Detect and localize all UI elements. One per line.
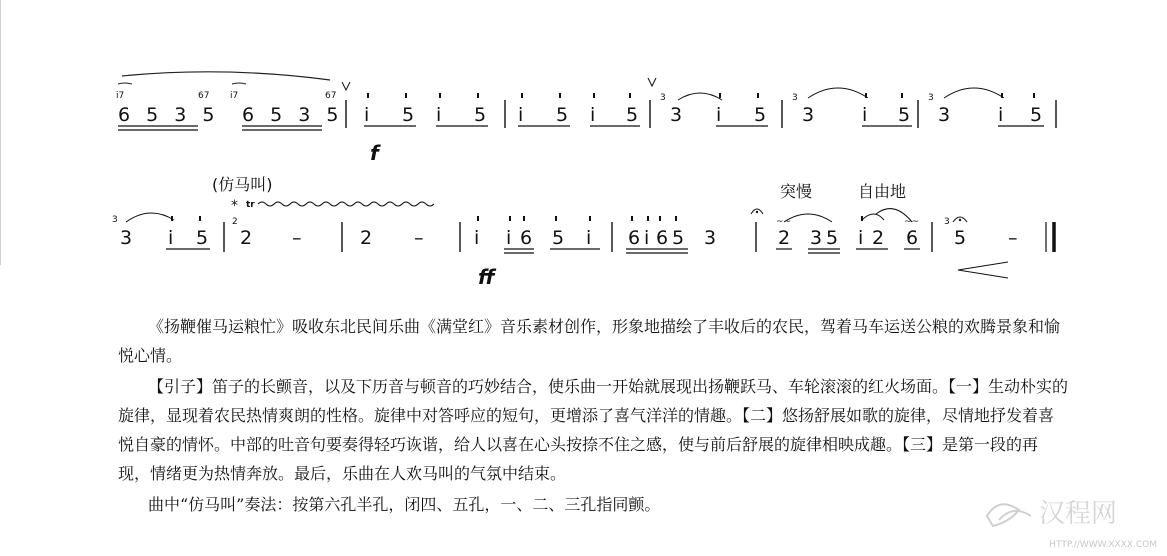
measure-row1-3 (518, 93, 640, 126)
svg-text:5: 5 (556, 104, 569, 126)
svg-text:i: i (436, 104, 442, 126)
svg-text:i: i (518, 104, 524, 126)
measure-row1-5 (792, 88, 912, 126)
svg-text:2: 2 (240, 227, 253, 249)
svg-text:6: 6 (628, 227, 641, 249)
measure-row1-6 (928, 88, 1044, 126)
svg-text:5: 5 (474, 104, 487, 126)
svg-text:3: 3 (120, 227, 133, 249)
intro-notes-2: 6 5 3 5 (242, 104, 344, 126)
svg-text:~~: ~~ (776, 217, 792, 227)
svg-text:2: 2 (778, 227, 791, 249)
annotation-tuman: 突慢 (780, 182, 813, 201)
svg-text:5: 5 (552, 227, 565, 249)
measure-row2-1 (112, 213, 210, 249)
grace-note-1: i7 (116, 91, 125, 101)
paragraph-intro: 《扬鞭催马运粮忙》吸收东北民间乐曲《满堂红》音乐素材创作，形象地描绘了丰收后的农民，驾着马车运送公粮的欢腾景象和愉悦心情。 (118, 317, 1061, 365)
measure-row2-6 (776, 209, 920, 253)
svg-text:2: 2 (232, 217, 238, 227)
paragraph-structure: 【引子】笛子的长颤音，以及下历音与顿音的巧妙结合，使乐曲一开始就展现出扬鞭跃马、车轮滚滚的红火场面。【一】生动朴实的旋律，显现着农民热情爽朗的性格。旋律中对答呼应的短句，更增添了喜气洋洋的情趣。【二】悠扬舒展如歌的旋律，尽情地抒发着喜悦自豪的情怀。中部的吐音句要奏得轻巧诙谐，给人以喜在心头按捺不住之感，使与前后舒展的旋律相映成趣。【三】是第一段的再现，情绪更为热情奔放。最后，乐曲在人欢马叫的气氛中结束。 (118, 377, 1069, 483)
svg-text:i: i (474, 227, 480, 249)
svg-text:i: i (506, 227, 512, 249)
measure-row1-2 (364, 93, 488, 126)
annotation-fangmajiao: (仿马叫) (212, 175, 273, 194)
watermark-logo (979, 486, 1159, 538)
intro-notes-1: 6 5 3 5 (118, 104, 220, 126)
svg-text:3: 3 (928, 93, 934, 103)
watermark-logo-text: 汉程网 (1039, 499, 1118, 529)
svg-text:2: 2 (360, 227, 373, 249)
svg-text:3: 3 (704, 227, 717, 249)
paragraph-technique: 曲中“仿马叫”奏法：按第六孔半孔，闭四、五孔，一、二、三孔指同颤。 (148, 495, 661, 514)
annotation-ziyoudi: 自由地 (858, 182, 907, 201)
svg-text:–: – (292, 227, 302, 249)
svg-text:i: i (858, 227, 864, 249)
svg-text:5: 5 (626, 104, 639, 126)
svg-text:–: – (1008, 227, 1018, 249)
trill-wave (258, 202, 434, 206)
svg-text:i: i (590, 104, 596, 126)
svg-text:i: i (364, 104, 370, 126)
svg-text:3: 3 (802, 104, 815, 126)
measure-row2-2 (232, 217, 302, 249)
star-mark: * (231, 198, 238, 214)
svg-text:6: 6 (906, 227, 919, 249)
svg-text:5: 5 (826, 227, 839, 249)
svg-text:i: i (168, 227, 174, 249)
svg-text:5: 5 (672, 227, 685, 249)
svg-text:3: 3 (938, 104, 951, 126)
dynamic-ff: ff (478, 265, 495, 289)
svg-text:5: 5 (196, 227, 209, 249)
dynamic-f: f (370, 141, 379, 165)
svg-text:i: i (586, 227, 592, 249)
trill-mark: tr (246, 200, 255, 210)
watermark-url: HTTP.//WWW.XXXX.COM (1049, 540, 1157, 550)
svg-text:5: 5 (402, 104, 415, 126)
svg-text:3: 3 (670, 104, 683, 126)
measure-row2-4 (474, 216, 600, 253)
svg-text:3: 3 (810, 227, 823, 249)
measure-row2-5 (626, 216, 716, 253)
svg-text:5: 5 (898, 104, 911, 126)
svg-text:–: – (414, 227, 424, 249)
svg-text:5: 5 (754, 104, 767, 126)
grace-note-2: 67 (198, 91, 210, 101)
grace-note-4: 67 (325, 91, 337, 101)
grace-note-3: i7 (230, 91, 239, 101)
svg-text:3: 3 (112, 215, 118, 225)
svg-text:i: i (998, 104, 1004, 126)
svg-text:~~: ~~ (904, 217, 920, 227)
svg-text:i: i (644, 227, 650, 249)
svg-text:i: i (862, 104, 868, 126)
svg-text:i: i (716, 104, 722, 126)
svg-text:3: 3 (944, 217, 950, 227)
measure-row2-7 (944, 217, 1018, 249)
description-text (118, 312, 1068, 519)
svg-text:3: 3 (792, 93, 798, 103)
svg-text:6: 6 (520, 227, 533, 249)
svg-text:2: 2 (872, 227, 885, 249)
measure-row2-3 (360, 227, 424, 249)
decrescendo-hairpin (958, 262, 1008, 278)
svg-text:5: 5 (954, 227, 967, 249)
measure-row1-4 (660, 93, 768, 126)
svg-text:6: 6 (656, 227, 669, 249)
svg-text:5: 5 (1030, 104, 1043, 126)
svg-text:3: 3 (660, 93, 666, 103)
